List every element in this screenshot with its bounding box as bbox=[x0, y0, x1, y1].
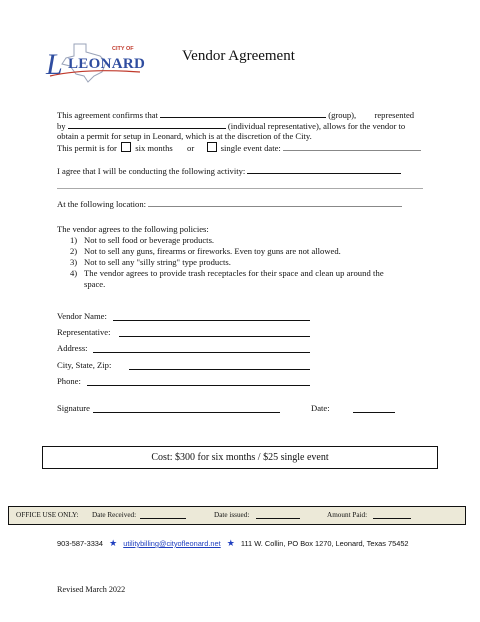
date-received-label: Date Received: bbox=[92, 511, 137, 519]
logo-main-text: LEONARD bbox=[68, 56, 146, 72]
signature-field[interactable] bbox=[93, 412, 280, 413]
phone-field[interactable] bbox=[87, 385, 310, 386]
location-field[interactable] bbox=[148, 198, 402, 207]
single-event-checkbox[interactable] bbox=[207, 142, 217, 152]
policies-list bbox=[70, 235, 425, 290]
office-use-bar bbox=[8, 506, 466, 525]
address-label: Address: bbox=[57, 343, 88, 353]
policy-item: 4) The vendor agrees to provide trash receptacles for their space and clean up around the bbox=[70, 268, 384, 278]
date-issued-field[interactable] bbox=[256, 518, 300, 519]
date-label: Date: bbox=[311, 403, 330, 413]
vendor-name-field[interactable] bbox=[113, 320, 310, 321]
intro-line-2: by (individual representative), allows for the vendor to bbox=[57, 121, 406, 131]
intro-line-3: obtain a permit for setup in Leonard, which is at the discretion of the City. bbox=[57, 131, 312, 141]
logo-top-text: CITY OF bbox=[112, 46, 134, 52]
amount-paid-field[interactable] bbox=[373, 518, 411, 519]
six-months-checkbox[interactable] bbox=[121, 142, 131, 152]
event-date-field[interactable] bbox=[283, 142, 421, 151]
signature-label: Signature bbox=[57, 403, 90, 413]
city-field[interactable] bbox=[129, 369, 310, 370]
policies-intro: The vendor agrees to the following policies: bbox=[57, 224, 209, 234]
policy-item: 3) Not to sell any "silly string" type products. bbox=[70, 257, 231, 267]
cost-box: Cost: $300 for six months / $25 single event bbox=[42, 446, 438, 469]
intro-line-4: This permit is for six months or single event date: bbox=[57, 142, 421, 154]
phone-label: Phone: bbox=[57, 376, 81, 386]
representative-label: Representative: bbox=[57, 327, 111, 337]
revised-date: Revised March 2022 bbox=[57, 585, 126, 594]
city-logo bbox=[44, 38, 148, 84]
date-received-field[interactable] bbox=[140, 518, 186, 519]
vendor-name-label: Vendor Name: bbox=[57, 311, 107, 321]
date-issued-label: Date issued: bbox=[214, 511, 250, 519]
intro-line-1: This agreement confirms that (group), represented bbox=[57, 110, 415, 120]
group-field[interactable] bbox=[160, 109, 326, 118]
activity-field[interactable] bbox=[247, 165, 401, 174]
office-use-label: OFFICE USE ONLY: bbox=[16, 511, 79, 519]
page-title: Vendor Agreement bbox=[182, 48, 295, 64]
policy-item-cont: space. bbox=[84, 279, 106, 289]
policy-item: 2) Not to sell any guns, firearms or fireworks. Even toy guns are not allowed. bbox=[70, 246, 341, 256]
contact-line bbox=[57, 538, 409, 549]
location-line: At the following location: bbox=[57, 198, 402, 210]
contact-phone: 903-587-3334 bbox=[57, 539, 104, 548]
activity-line: I agree that I will be conducting the following activity: bbox=[57, 165, 401, 177]
representative-field[interactable] bbox=[68, 120, 226, 129]
city-label: City, State, Zip: bbox=[57, 360, 112, 370]
representative-name-field[interactable] bbox=[119, 336, 310, 337]
activity-extra-line[interactable] bbox=[57, 188, 423, 189]
policy-item: 1) Not to sell food or beverage products. bbox=[70, 235, 215, 245]
address-field[interactable] bbox=[93, 352, 310, 353]
contact-address: 111 W. Collin, PO Box 1270, Leonard, Texas 75452 bbox=[240, 539, 409, 548]
star-icon: ★ bbox=[226, 538, 235, 548]
svg-text:L: L bbox=[46, 48, 63, 81]
amount-paid-label: Amount Paid: bbox=[327, 511, 368, 519]
contact-email-link[interactable]: utilitybilling@cityofleonard.net bbox=[123, 539, 221, 548]
star-icon: ★ bbox=[109, 538, 118, 548]
signature-date-field[interactable] bbox=[353, 412, 395, 413]
